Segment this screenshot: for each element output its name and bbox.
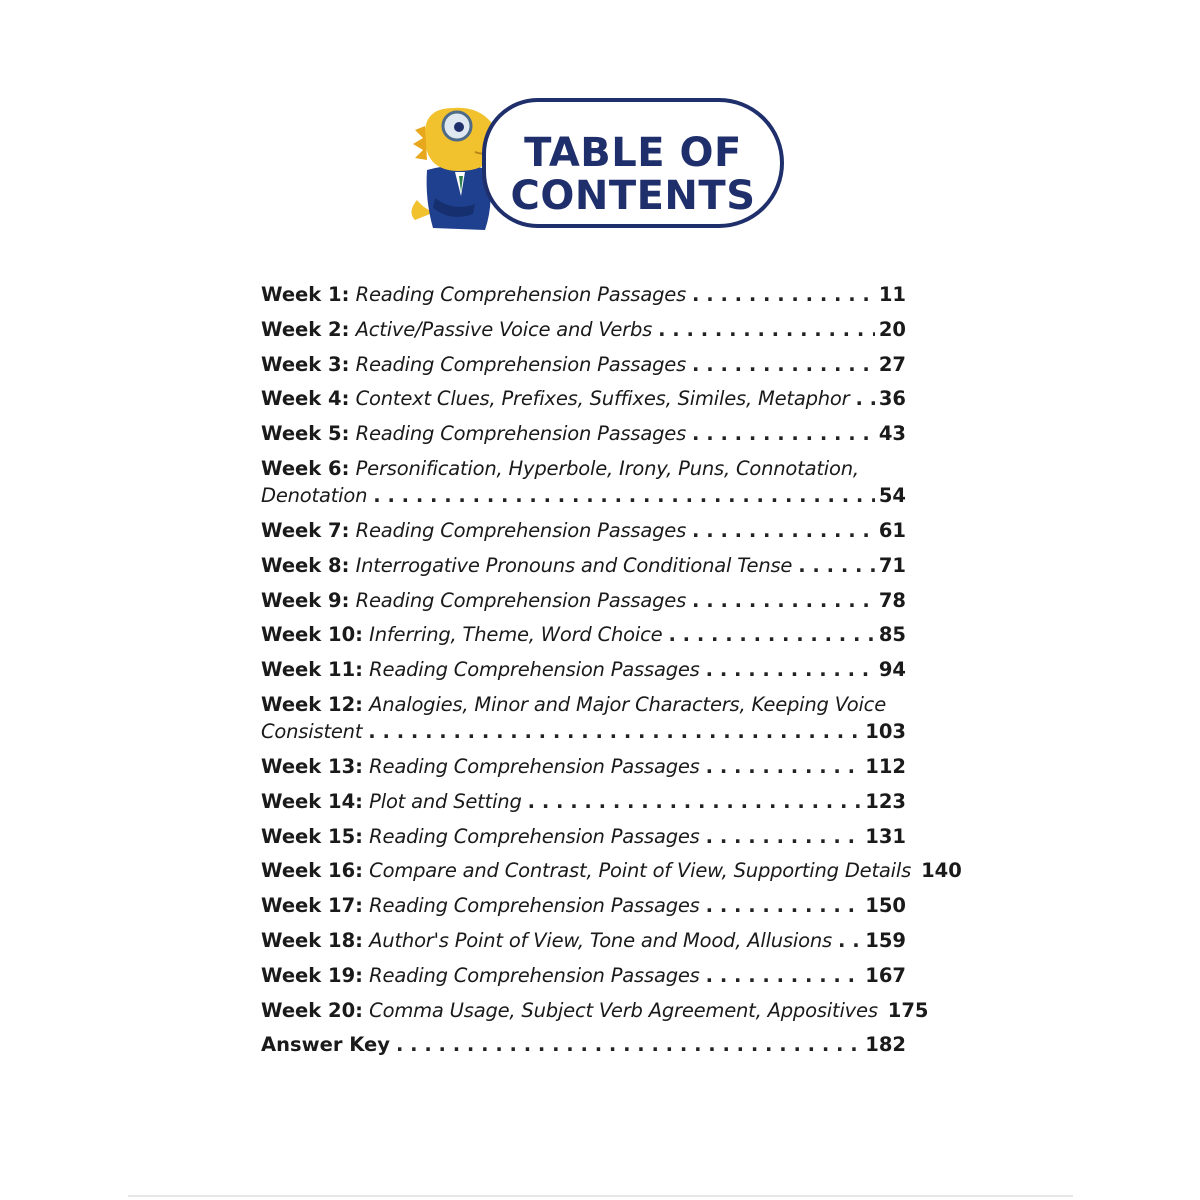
toc-entry	[261, 584, 906, 619]
toc-header	[405, 95, 805, 240]
toc-topic: Reading Comprehension Passages	[355, 588, 687, 612]
toc-topic: Compare and Contrast, Point of View, Supporting Details	[369, 859, 912, 883]
toc-entry	[261, 959, 906, 994]
dot-leader	[692, 584, 875, 619]
toc-page-number: 123	[865, 789, 906, 813]
title-line-1: TABLE OF	[524, 130, 742, 176]
toc-page-number: 175	[887, 998, 929, 1022]
toc-entry	[261, 514, 906, 549]
toc-entry	[261, 854, 962, 889]
dot-leader	[368, 718, 861, 745]
toc-entry	[261, 820, 906, 855]
dot-leader	[692, 417, 875, 452]
toc-week-label: Week 18:	[261, 928, 363, 952]
toc-topic: Comma Usage, Subject Verb Agreement, Appositives	[369, 998, 878, 1022]
toc-page-number: 11	[878, 283, 906, 306]
toc-entry	[261, 417, 906, 452]
toc-entry	[261, 618, 906, 653]
toc-entry	[261, 785, 906, 820]
toc-page-number: 20	[878, 317, 906, 341]
toc-week-label: Week 13:	[261, 754, 363, 778]
toc-week-label: Week 3:	[261, 352, 350, 376]
toc-week-label: Week 7:	[261, 518, 350, 542]
dot-leader	[668, 618, 874, 653]
dot-leader	[692, 348, 875, 383]
toc-page-number: 159	[865, 928, 906, 952]
toc-entry	[261, 1028, 906, 1063]
toc-topic: Interrogative Pronouns and Conditional Tense	[355, 553, 793, 577]
toc-topic: Reading Comprehension Passages	[369, 824, 700, 848]
toc-entry	[261, 278, 906, 313]
toc-topic-continued: Denotation	[261, 483, 368, 507]
toc-page-number: 43	[878, 422, 906, 446]
toc-entry	[261, 688, 906, 750]
toc-topic: Reading Comprehension Passages	[355, 283, 687, 306]
toc-topic: Reading Comprehension Passages	[355, 422, 687, 446]
toc-entry	[261, 750, 906, 785]
toc-week-label: Week 11:	[261, 658, 363, 682]
toc-topic: Author's Point of View, Tone and Mood, Allusions	[369, 928, 832, 952]
toc-topic: Reading Comprehension Passages	[369, 754, 700, 778]
toc-topic: Analogies, Minor and Major Characters, Keeping Voice	[369, 692, 886, 716]
toc-entry	[261, 653, 906, 688]
toc-week-label: Week 20:	[261, 998, 363, 1022]
toc-topic: Plot and Setting	[369, 789, 522, 813]
toc-week-label: Week 16:	[261, 859, 363, 883]
toc-page-number: 182	[865, 1033, 906, 1057]
toc-page-number: 78	[878, 588, 906, 612]
toc-topic: Reading Comprehension Passages	[355, 352, 687, 376]
dot-leader	[396, 1028, 861, 1063]
toc-week-label: Week 15:	[261, 824, 363, 848]
toc-topic-continued: Consistent	[261, 719, 363, 743]
dot-leader	[706, 820, 862, 855]
toc-page-number: 85	[878, 623, 906, 647]
toc-page-number: 103	[865, 719, 906, 743]
toc-week-label: Week 5:	[261, 422, 350, 446]
toc-week-label: Week 6:	[261, 456, 350, 480]
dot-leader	[838, 924, 861, 959]
toc-page-number: 112	[865, 754, 906, 778]
toc-page-number: 36	[878, 387, 906, 411]
dot-leader	[706, 750, 862, 785]
toc-topic: Active/Passive Voice and Verbs	[355, 317, 653, 341]
toc-week-label: Week 12:	[261, 692, 363, 716]
dot-leader	[692, 514, 875, 549]
dot-leader	[528, 785, 862, 820]
toc-list	[261, 278, 962, 1063]
dot-leader	[706, 653, 875, 688]
toc-page-number: 71	[878, 553, 906, 577]
toc-week-label: Week 2:	[261, 317, 350, 341]
toc-topic: Personification, Hyperbole, Irony, Puns, Connotation,	[355, 456, 859, 480]
toc-topic: Reading Comprehension Passages	[369, 894, 700, 918]
toc-week-label: Answer Key	[261, 1033, 390, 1057]
toc-week-label: Week 19:	[261, 963, 363, 987]
toc-entry	[261, 313, 906, 348]
title-line-2: CONTENTS	[510, 173, 756, 219]
dot-leader	[798, 549, 875, 584]
toc-entry	[261, 549, 906, 584]
bottom-divider	[128, 1195, 1073, 1197]
toc-week-label: Week 8:	[261, 553, 350, 577]
toc-page-number: 150	[865, 894, 906, 918]
toc-entry	[261, 348, 906, 383]
toc-page-number: 167	[865, 963, 906, 987]
toc-topic: Context Clues, Prefixes, Suffixes, Similes, Metaphor	[355, 387, 850, 411]
dot-leader	[658, 313, 875, 348]
toc-entry	[261, 924, 906, 959]
toc-week-label: Week 9:	[261, 588, 350, 612]
dot-leader	[692, 278, 875, 313]
toc-page-number: 94	[878, 658, 906, 682]
toc-page-number: 131	[865, 824, 906, 848]
toc-topic: Reading Comprehension Passages	[369, 963, 700, 987]
toc-week-label: Week 10:	[261, 623, 363, 647]
title-box	[482, 98, 784, 228]
toc-entry	[261, 452, 906, 514]
dot-leader	[706, 959, 862, 994]
toc-week-label: Week 14:	[261, 789, 363, 813]
toc-entry-line-2	[261, 718, 906, 745]
toc-week-label: Week 17:	[261, 894, 363, 918]
toc-entry-line-1	[261, 691, 906, 718]
toc-week-label: Week 4:	[261, 387, 350, 411]
toc-page-number: 27	[878, 352, 906, 376]
toc-page-number: 54	[878, 483, 906, 507]
toc-entry	[261, 994, 929, 1029]
toc-entry-line-1	[261, 455, 906, 482]
toc-entry	[261, 382, 906, 417]
toc-topic: Reading Comprehension Passages	[369, 658, 700, 682]
toc-topic: Inferring, Theme, Word Choice	[369, 623, 663, 647]
toc-week-label: Week 1:	[261, 283, 350, 306]
toc-page-number: 140	[921, 859, 962, 883]
page-title	[486, 132, 780, 218]
dot-leader	[373, 482, 875, 509]
dot-leader	[855, 382, 874, 417]
dot-leader	[706, 889, 862, 924]
toc-topic: Reading Comprehension Passages	[355, 518, 687, 542]
toc-entry-line-2	[261, 482, 906, 509]
toc-page-number: 61	[878, 518, 906, 542]
toc-entry	[261, 889, 906, 924]
